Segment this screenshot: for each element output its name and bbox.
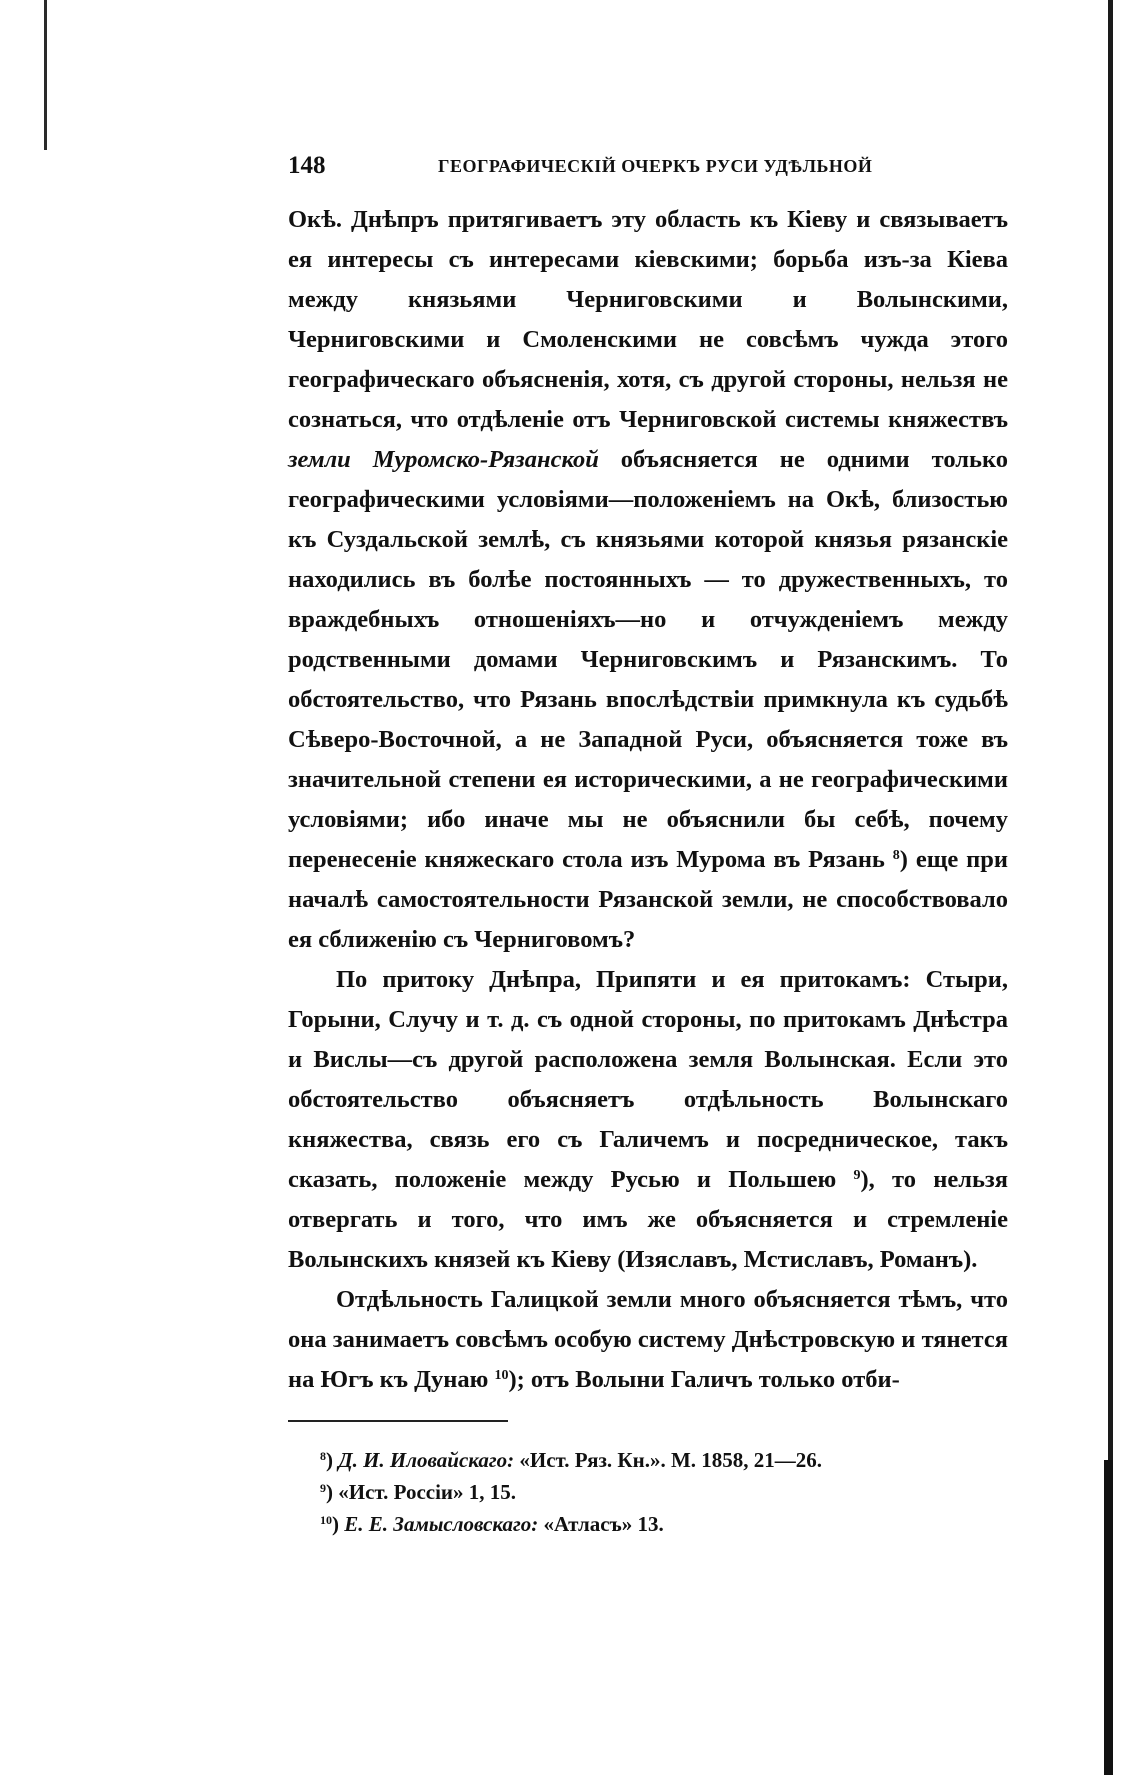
footnote-ref-10: 10 (494, 1368, 509, 1383)
body-text (288, 200, 1008, 1400)
paragraph-2-text-a: По притоку Днѣпра, Припяти и ея притокамъ: Стыри, Горыни, Случу и т. д. съ одной стороны, по притокамъ Днѣстра и Вислы—съ другой расположена земля Волынская. Если это обстоятельство объясняетъ отдѣльность Волынскаго княжества, связь его съ Галичемъ и посредническое, такъ сказать, положеніе между Русью и Польшею (288, 966, 1008, 1193)
paragraph-2 (288, 960, 1008, 1280)
page-edge-left (44, 0, 47, 150)
page-edge-right-shadow (1104, 1460, 1113, 1775)
paragraph-1-emphasis: земли Муромско-Рязанской (288, 446, 599, 473)
footnote-9: $^9$) «Ист. Россіи» 1, 15. (320, 1480, 517, 1504)
footnote-ref-9: 9 (853, 1168, 861, 1183)
footnote-text: «Атласъ» 13. (538, 1512, 664, 1536)
footnote-author: Д. И. Иловайскаго: (338, 1448, 515, 1472)
paragraph-1-text-a: Окѣ. Днѣпръ притягиваетъ эту область къ Кіеву и связываетъ ея интересы съ интересами кіевскими; борьба изъ-за Кіева между князьями Черниговскими и Волынскими, Черниговскими и Смоленскими не совсѣмъ чужда этого географическаго объясненія, хотя, съ другой стороны, нельзя не сознаться, что отдѣленіе отъ Черниговской системы княжествъ (288, 206, 1008, 433)
footnote-8: $^8$) Д. И. Иловайскаго: «Ист. Ряз. Кн.». М. 1858, 21—26. (320, 1448, 823, 1472)
footnote-text: «Ист. Россіи» 1, 15. (338, 1480, 517, 1504)
footnote-10: $^{10}$) Е. Е. Замысловскаго: «Атласъ» 13. (320, 1512, 664, 1536)
footnote-ref-8: 8 (892, 848, 900, 863)
paragraph-1-text-b: объясняется не одними только географическими условіями—положеніемъ на Окѣ, близостью къ Суздальской землѣ, съ князьями которой князья рязанскіе находились въ болѣе постоянныхъ — то дружественныхъ, то враждебныхъ отношеніяхъ—но и отчужденіемъ между родственными домами Черниговскимъ и Рязанскимъ. То обстоятельство, что Рязань впослѣдствіи примкнула къ судьбѣ Сѣверо-Восточной, а не Западной Руси, объясняется тоже въ значительной степени ея историческими, а не географическими условіями; ибо иначе мы не объяснили бы себѣ, почему перенесеніе княжескаго стола изъ Мурома въ Рязань (288, 446, 1009, 873)
footnote-mark: 10 (320, 1513, 332, 1527)
footnote-text: «Ист. Ряз. Кн.». М. 1858, 21—26. (514, 1448, 823, 1472)
book-page (288, 152, 1008, 1540)
page-header (288, 152, 1008, 184)
footnote-mark: 8 (320, 1449, 326, 1463)
paragraph-3-text-b: ); отъ Волыни Галичъ только отби- (508, 1366, 900, 1393)
paragraph-2-text-b: ), то нельзя отвергать и того, что имъ же объясняется и стремленіе Волынскихъ князей къ Кіеву (Изяславъ, Мстиславъ, Романъ). (288, 1166, 1009, 1273)
paragraph-3 (288, 1280, 1008, 1400)
footnote-divider (288, 1420, 508, 1422)
paragraph-1-text-c: ) еще при началѣ самостоятельности Рязанской земли, не способствовало ея сближенію съ Черниговомъ? (288, 846, 1008, 953)
footnote-author: Е. Е. Замысловскаго: (344, 1512, 539, 1536)
running-head: ГЕОГРАФИЧЕСКІЙ ОЧЕРКЪ РУСИ УДѢЛЬНОЙ (438, 156, 873, 176)
page-number: 148 (288, 152, 326, 179)
footnote-mark: 9 (320, 1481, 326, 1495)
paragraph-3-text-a: Отдѣльность Галицкой земли много объясняется тѣмъ, что она занимаетъ совсѣмъ особую систему Днѣстровскую и тянется на Югъ къ Дунаю (288, 1286, 1008, 1393)
footnotes (288, 1444, 1008, 1540)
paragraph-1 (288, 200, 1008, 960)
